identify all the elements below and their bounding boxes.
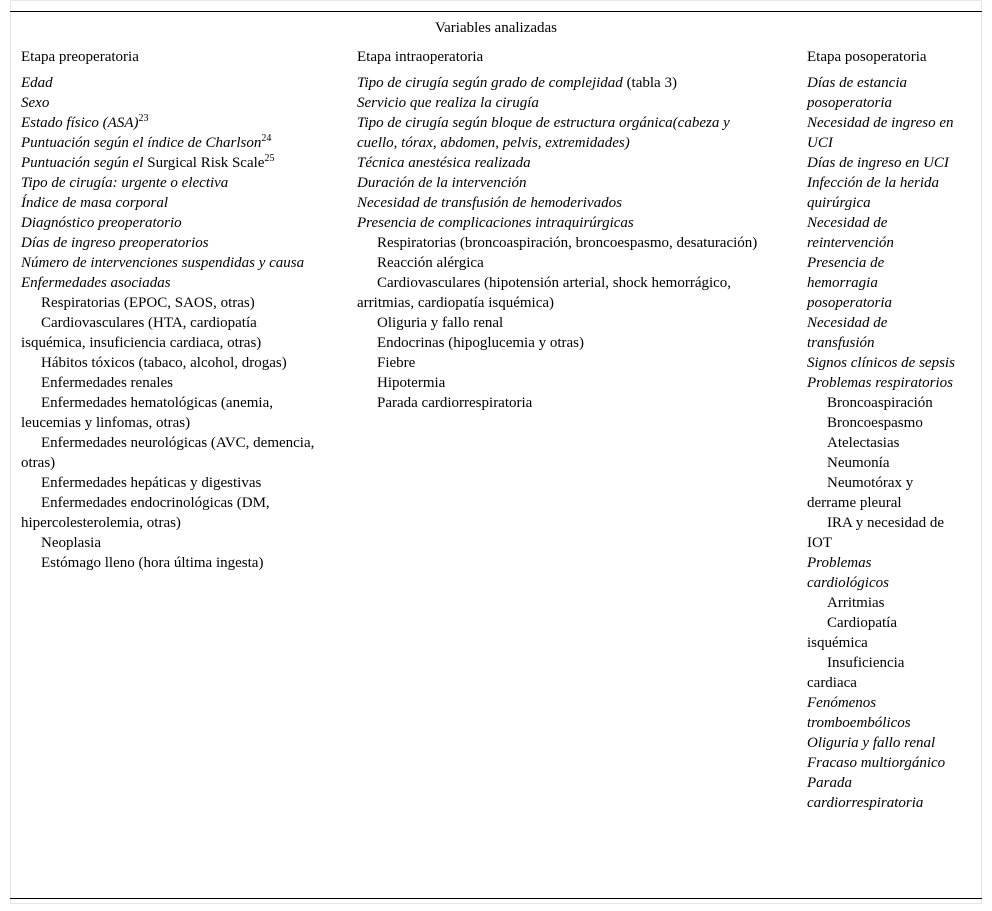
- table-cell-line: [21, 473, 321, 493]
- cell-text: Técnica anestésica realizada: [357, 155, 531, 171]
- cell-text: Enfermedades asociadas: [21, 275, 171, 291]
- cell-text: Enfermedades endocrinológicas (DM, hipercolesterolemia, otras): [21, 495, 270, 531]
- table-cell-line: [21, 353, 321, 373]
- cell-text: Necesidad de transfusión de hemoderivados: [357, 195, 622, 211]
- cell-text: Tipo de cirugía: urgente o electiva: [21, 175, 229, 191]
- cell-text: Neoplasia: [41, 535, 101, 551]
- table-cell-line: [21, 153, 321, 173]
- cell-text: Respiratorias (broncoaspiración, broncoespasmo, desaturación): [377, 235, 758, 251]
- table-cell-line: [807, 153, 957, 173]
- cell-text: Endocrinas (hipoglucemia y otras): [377, 335, 585, 351]
- cell-text: Cardiopatía isquémica: [807, 615, 897, 651]
- cell-text: Cardiovasculares (hipotensión arterial, shock hemorrágico, arritmias, cardiopatía isquémica): [357, 275, 732, 311]
- column-postoperative: [807, 47, 957, 813]
- table-cell-line: [807, 693, 957, 733]
- table-cell-line: [21, 193, 321, 213]
- cell-text: Enfermedades hematológicas (anemia, leucemias y linfomas, otras): [21, 395, 273, 431]
- table-cell-line: [807, 173, 957, 213]
- reference-superscript: 24: [261, 133, 272, 144]
- table-cell-line: [807, 753, 957, 773]
- table-cell-line: [807, 413, 957, 433]
- table-cell-line: [807, 433, 957, 453]
- table-cell-line: [807, 453, 957, 473]
- table-cell-line: [357, 153, 767, 173]
- cell-text: Estado físico (ASA): [21, 115, 139, 131]
- cell-text: Parada cardiorrespiratoria: [377, 395, 533, 411]
- cell-text: Enfermedades renales: [41, 375, 174, 391]
- table-cell-line: [21, 493, 321, 533]
- column-intraoperative: [357, 47, 767, 413]
- cell-text-plain: Surgical Risk Scale: [147, 155, 265, 171]
- cell-text: Enfermedades hepáticas y digestivas: [41, 475, 262, 491]
- table-cell-line: [21, 213, 321, 233]
- cell-text: Problemas respiratorios: [807, 375, 953, 391]
- table-cell-line: [807, 553, 957, 593]
- table-cell-line: [807, 473, 957, 513]
- table-cell-line: [357, 233, 767, 253]
- table-cell-line: [807, 353, 957, 373]
- cell-text: Fracaso multiorgánico: [807, 755, 946, 771]
- table-cell-line: [807, 73, 957, 113]
- table-cell-line: [357, 173, 767, 193]
- table-cell-line: [21, 93, 321, 113]
- cell-text: Necesidad de ingreso en UCI: [807, 115, 954, 151]
- column-header: Etapa preoperatoria: [21, 49, 139, 65]
- cell-text: Enfermedades neurológicas (AVC, demencia, otras): [21, 435, 315, 471]
- cell-text: Cardiovasculares (HTA, cardiopatía isquémica, insuficiencia cardiaca, otras): [21, 315, 262, 351]
- reference-superscript: 23: [138, 113, 149, 124]
- table-cell-line: [357, 353, 767, 373]
- cell-text: Fiebre: [377, 355, 416, 371]
- table-cell-line: [357, 193, 767, 213]
- bottom-rule: [10, 898, 982, 899]
- table-cell-line: [21, 133, 321, 153]
- cell-text: Oliguria y fallo renal: [807, 735, 936, 751]
- cell-text: Días de ingreso en UCI: [807, 155, 949, 171]
- cell-text: Puntuación según el: [21, 155, 148, 171]
- cell-text: Respiratorias (EPOC, SAOS, otras): [41, 295, 255, 311]
- cell-text: Fenómenos tromboembólicos: [807, 695, 911, 731]
- cell-text: Hipotermia: [377, 375, 446, 391]
- cell-text: Broncoespasmo: [827, 415, 923, 431]
- column-header: Etapa posoperatoria: [807, 49, 927, 65]
- cell-text: Diagnóstico preoperatorio: [21, 215, 182, 231]
- table-cell-line: [807, 773, 957, 813]
- table-cell-line: [807, 313, 957, 353]
- cell-text: Índice de masa corporal: [21, 195, 169, 211]
- top-rule: [10, 11, 982, 12]
- table-cell-line: [807, 393, 957, 413]
- table-cell-line: [357, 113, 767, 153]
- table-title: Variables analizadas: [434, 20, 558, 36]
- table-cell-line: [807, 113, 957, 153]
- cell-text: Tipo de cirugía según bloque de estructura orgánica(cabeza y cuello, tórax, abdomen, pelvis, extremidades): [357, 115, 730, 151]
- cell-text: Problemas cardiológicos: [807, 555, 889, 591]
- cell-text: Duración de la intervención: [357, 175, 527, 191]
- table-cell-line: [21, 293, 321, 313]
- reference-superscript: 25: [264, 153, 275, 164]
- table-cell-line: [807, 733, 957, 753]
- cell-text: Sexo: [21, 95, 50, 111]
- cell-text: Atelectasias: [827, 435, 900, 451]
- column-body: [357, 73, 767, 413]
- table-cell-line: [807, 593, 957, 613]
- cell-text: Edad: [21, 75, 53, 91]
- table-cell-line: [21, 433, 321, 473]
- table-cell-line: [21, 113, 321, 133]
- cell-text: Infección de la herida quirúrgica: [807, 175, 940, 211]
- table-cell-line: [21, 273, 321, 293]
- table-cell-line: [21, 553, 321, 573]
- table-cell-line: [357, 373, 767, 393]
- cell-text: Días de estancia posoperatoria: [807, 75, 907, 111]
- table-cell-line: [357, 313, 767, 333]
- table-cell-line: [357, 393, 767, 413]
- cell-text: Estómago lleno (hora última ingesta): [41, 555, 264, 571]
- table-cell-line: [357, 73, 767, 93]
- cell-text: Neumonía: [827, 455, 890, 471]
- table-cell-line: [807, 653, 957, 693]
- column-preoperative: [21, 47, 321, 573]
- table-cell-line: [21, 393, 321, 433]
- table-cell-line: [357, 273, 767, 313]
- table-cell-line: [807, 513, 957, 553]
- cell-text: Arritmias: [827, 595, 885, 611]
- cell-text: Necesidad de reintervención: [807, 215, 894, 251]
- cell-text: Necesidad de transfusión: [807, 315, 888, 351]
- table-cell-line: [357, 333, 767, 353]
- table-cell-line: [21, 253, 321, 273]
- table-cell-line: [21, 173, 321, 193]
- cell-text: Presencia de hemorragia posoperatoria: [807, 255, 893, 311]
- cell-text: Puntuación según el índice de Charlson: [21, 135, 262, 151]
- table-cell-line: [21, 313, 321, 353]
- cell-text: Días de ingreso preoperatorios: [21, 235, 209, 251]
- cell-text: Tipo de cirugía según grado de complejidad: [357, 75, 623, 91]
- table-cell-line: [357, 253, 767, 273]
- column-body: [807, 73, 957, 813]
- table-cell-line: [357, 213, 767, 233]
- cell-text: Broncoaspiración: [827, 395, 933, 411]
- table-cell-line: [807, 613, 957, 653]
- table-cell-line: [21, 373, 321, 393]
- cell-text: Oliguria y fallo renal: [377, 315, 504, 331]
- cell-text: Reacción alérgica: [377, 255, 484, 271]
- table-cell-line: [21, 533, 321, 553]
- cell-text: Número de intervenciones suspendidas y causa: [21, 255, 305, 271]
- table-cell-line: [807, 213, 957, 253]
- column-body: [21, 73, 321, 573]
- cell-text: Servicio que realiza la cirugía: [357, 95, 539, 111]
- cell-text: Parada cardiorrespiratoria: [807, 775, 924, 811]
- cell-text: Signos clínicos de sepsis: [807, 355, 955, 371]
- table-cell-line: [807, 373, 957, 393]
- cell-text-plain: (tabla 3): [622, 75, 677, 91]
- column-header: Etapa intraoperatoria: [357, 49, 484, 65]
- table-cell-line: [357, 93, 767, 113]
- cell-text: IRA y necesidad de IOT: [807, 515, 945, 551]
- cell-text: Neumotórax y derrame pleural: [807, 475, 914, 511]
- table-cell-line: [807, 253, 957, 313]
- table-cell-line: [21, 233, 321, 253]
- cell-text: Hábitos tóxicos (tabaco, alcohol, drogas): [41, 355, 287, 371]
- cell-text: Insuficiencia cardiaca: [807, 655, 905, 691]
- cell-text: Presencia de complicaciones intraquirúrgicas: [357, 215, 634, 231]
- table-cell-line: [21, 73, 321, 93]
